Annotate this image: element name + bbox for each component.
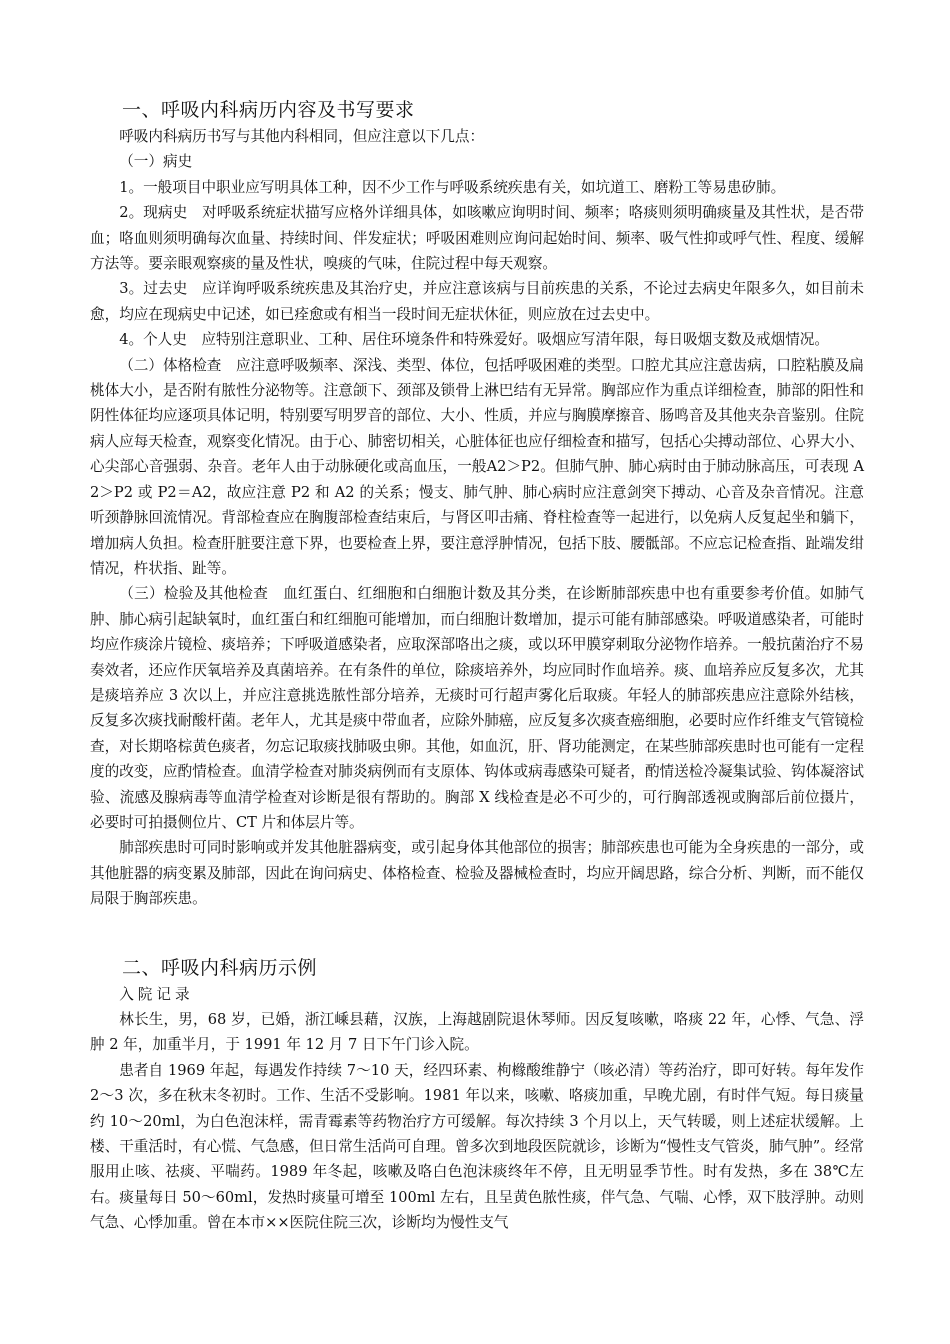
physical-exam-paragraph: （二）体格检查 应注意呼吸频率、深浅、类型、体位，包括呼吸困难的类型。口腔尤其应注意齿病，口腔粘膜及扁桃体大小，是否附有脓性分泌物等。注意颌下、颈部及锁骨上淋巴结有无异常。胸部应作为重点详细检查，肺部的阳性和阴性体征均应逐项具体记明，特别要写明罗音的部位、大小、性质，并应与胸膜摩擦音、肠鸣音及其他夹杂音鉴别。住院病人应每天检查，观察变化情况。由于心、肺密切相关，心脏体征也应仔细检查和描写，包括心尖搏动部位、心界大小、心尖部心音强弱、杂音。老年人由于动脉硬化或高血压，一般A2＞P2。但肺气肿、肺心病时由于肺动脉高压，可表现 A2＞P2 或 P2＝A2，故应注意 P2 和 A2 的关系；慢支、肺气肿、肺心病时应注意剑突下搏动、心音及杂音情况。注意听颈静脉回流情况。背部检查应在胸腹部检查结束后，与肾区叩击痛、脊柱检查等一起进行，以免病人反复起坐和躺下，增加病人负担。检查肝脏要注意下界，也要检查上界，要注意浮肿情况，包括下肢、腰骶部。不应忘记检查指、趾端发绀情况，杵状指、趾等。 bbox=[90, 356, 864, 577]
admission-record-heading: 入院记录 bbox=[119, 985, 194, 1003]
history-heading: （一）病史 bbox=[119, 153, 193, 171]
general-items-paragraph: 1。一般项目中职业应写明具体工种，因不少工作与呼吸系统疾患有关，如坑道工、磨粉工等易患矽肺。 bbox=[119, 178, 786, 196]
summary-paragraph: 肺部疾患时可同时影响或并发其他脏器病变，或引起身体其他部位的损害；肺部疾患也可能为全身疾患的一部分，或其他脏器的病变累及肺部，因此在询问病史、体格检查、检验及器械检查时，均应开阔思路，综合分析、判断，而不能仅局限于胸部疾患。 bbox=[90, 839, 864, 908]
section-1-title: 一、呼吸内科病历内容及书写要求 bbox=[122, 99, 415, 121]
lab-tests-paragraph: （三）检验及其他检查 血红蛋白、红细胞和白细胞计数及其分类，在诊断肺部疾患中也有重要参考价值。如肺气肿、肺心病引起缺氧时，血红蛋白和红细胞可能增加，而白细胞计数增加，提示可能有肺部感染。呼吸道感染者，可能时均应作痰涂片镜检、痰培养；下呼吸道感染者，应取深部咯出之痰，或以环甲膜穿刺取分泌物作培养。一般抗菌治疗不易奏效者，还应作厌氧培养及真菌培养。在有条件的单位，除痰培养外，均应同时作血培养。痰、血培养应反复多次，尤其是痰培养应 3 次以上，并应注意挑选脓性部分培养，无痰时可行超声雾化后取痰。年轻人的肺部疾患应注意除外结核，反复多次痰找耐酸杆菌。老年人，尤其是痰中带血者，应除外肺癌，应反复多次痰查癌细胞，必要时应作纤维支气管镜检查，对长期咯棕黄色痰者，勿忘记取痰找肺吸虫卵。其他，如血沉，肝、肾功能测定，在某些肺部疾患时也可能有一定程度的改变，应酌情检查。血清学检查对肺炎病例而有支原体、钩体或病毒感染可疑者，酌情送检冷凝集试验、钩体凝溶试验、流感及腺病毒等血清学检查对诊断是很有帮助的。胸部 X 线检查是必不可少的，可行胸部透视或胸部后前位摄片，必要时可拍摄侧位片、CT 片和体层片等。 bbox=[90, 585, 864, 831]
section-1-intro: 呼吸内科病历书写与其他内科相同，但应注意以下几点： bbox=[119, 128, 485, 145]
patient-info-paragraph: 林长生，男，68 岁，已婚，浙江嵊县藉，汉族，上海越剧院退休琴师。因反复咳嗽，咯痰 22 年，心悸、气急、浮肿 2 年，加重半月，于 1991 年 12 月 7 日下午门诊入院。 bbox=[90, 1011, 864, 1054]
illness-history-paragraph: 患者自 1969 年起，每遇发作持续 7～10 天，经四环素、枸橼酸维静宁（咳必清）等药治疗，即可好转。每年发作 2～3 次，多在秋末冬初时。工作、生活不受影响。1981 年以来，咳嗽、咯痰加重，早晚尤剧，有时伴气短。每日痰量约 10～20ml，为白色泡沫样，需青霉素等药物治疗方可缓解。每次持续 3 个月以上，天气转暖，则上述症状缓解。上楼、干重活时，有心慌、气急感，但日常生活尚可自理。曾多次到地段医院就诊，诊断为“慢性支气管炎，肺气肿”。经常服用止咳、祛痰、平喘药。1989 年冬起，咳嗽及咯白色泡沫痰终年不停，且无明显季节性。时有发热，多在 38℃左右。痰量每日 50～60ml，发热时痰量可增至 100ml 左右，且呈黄色脓性痰，伴气急、气喘、心悸，双下肢浮肿。动则气急、心悸加重。曾在本市××医院住院三次，诊断均为慢性支气 bbox=[90, 1061, 864, 1232]
present-illness-paragraph: 2。现病史 对呼吸系统症状描写应格外详细具体，如咳嗽应询明时间、频率；咯痰则须明确痰量及其性状，是否带血；咯血则须明确每次血量、持续时间、伴发症状；呼吸困难则应询问起始时间、频率、吸气性抑或呼气性、程度、缓解方法等。要亲眼观察痰的量及性状，嗅痰的气味，住院过程中每天观察。 bbox=[90, 204, 864, 273]
document-page bbox=[90, 96, 864, 1236]
personal-history-paragraph: 4。个人史 应特别注意职业、工种、居住环境条件和特殊爱好。吸烟应写清年限，每日吸烟支数及戒烟情况。 bbox=[119, 331, 829, 349]
section-2-title: 二、呼吸内科病历示例 bbox=[122, 956, 318, 979]
past-history-paragraph: 3。过去史 应详询呼吸系统疾患及其治疗史，并应注意该病与目前疾患的关系，不论过去病史年限多久，如目前未愈，均应在现病史中记述，如已痊愈或有相当一段时间无症状休征，则应放在过去史中。 bbox=[90, 280, 864, 323]
